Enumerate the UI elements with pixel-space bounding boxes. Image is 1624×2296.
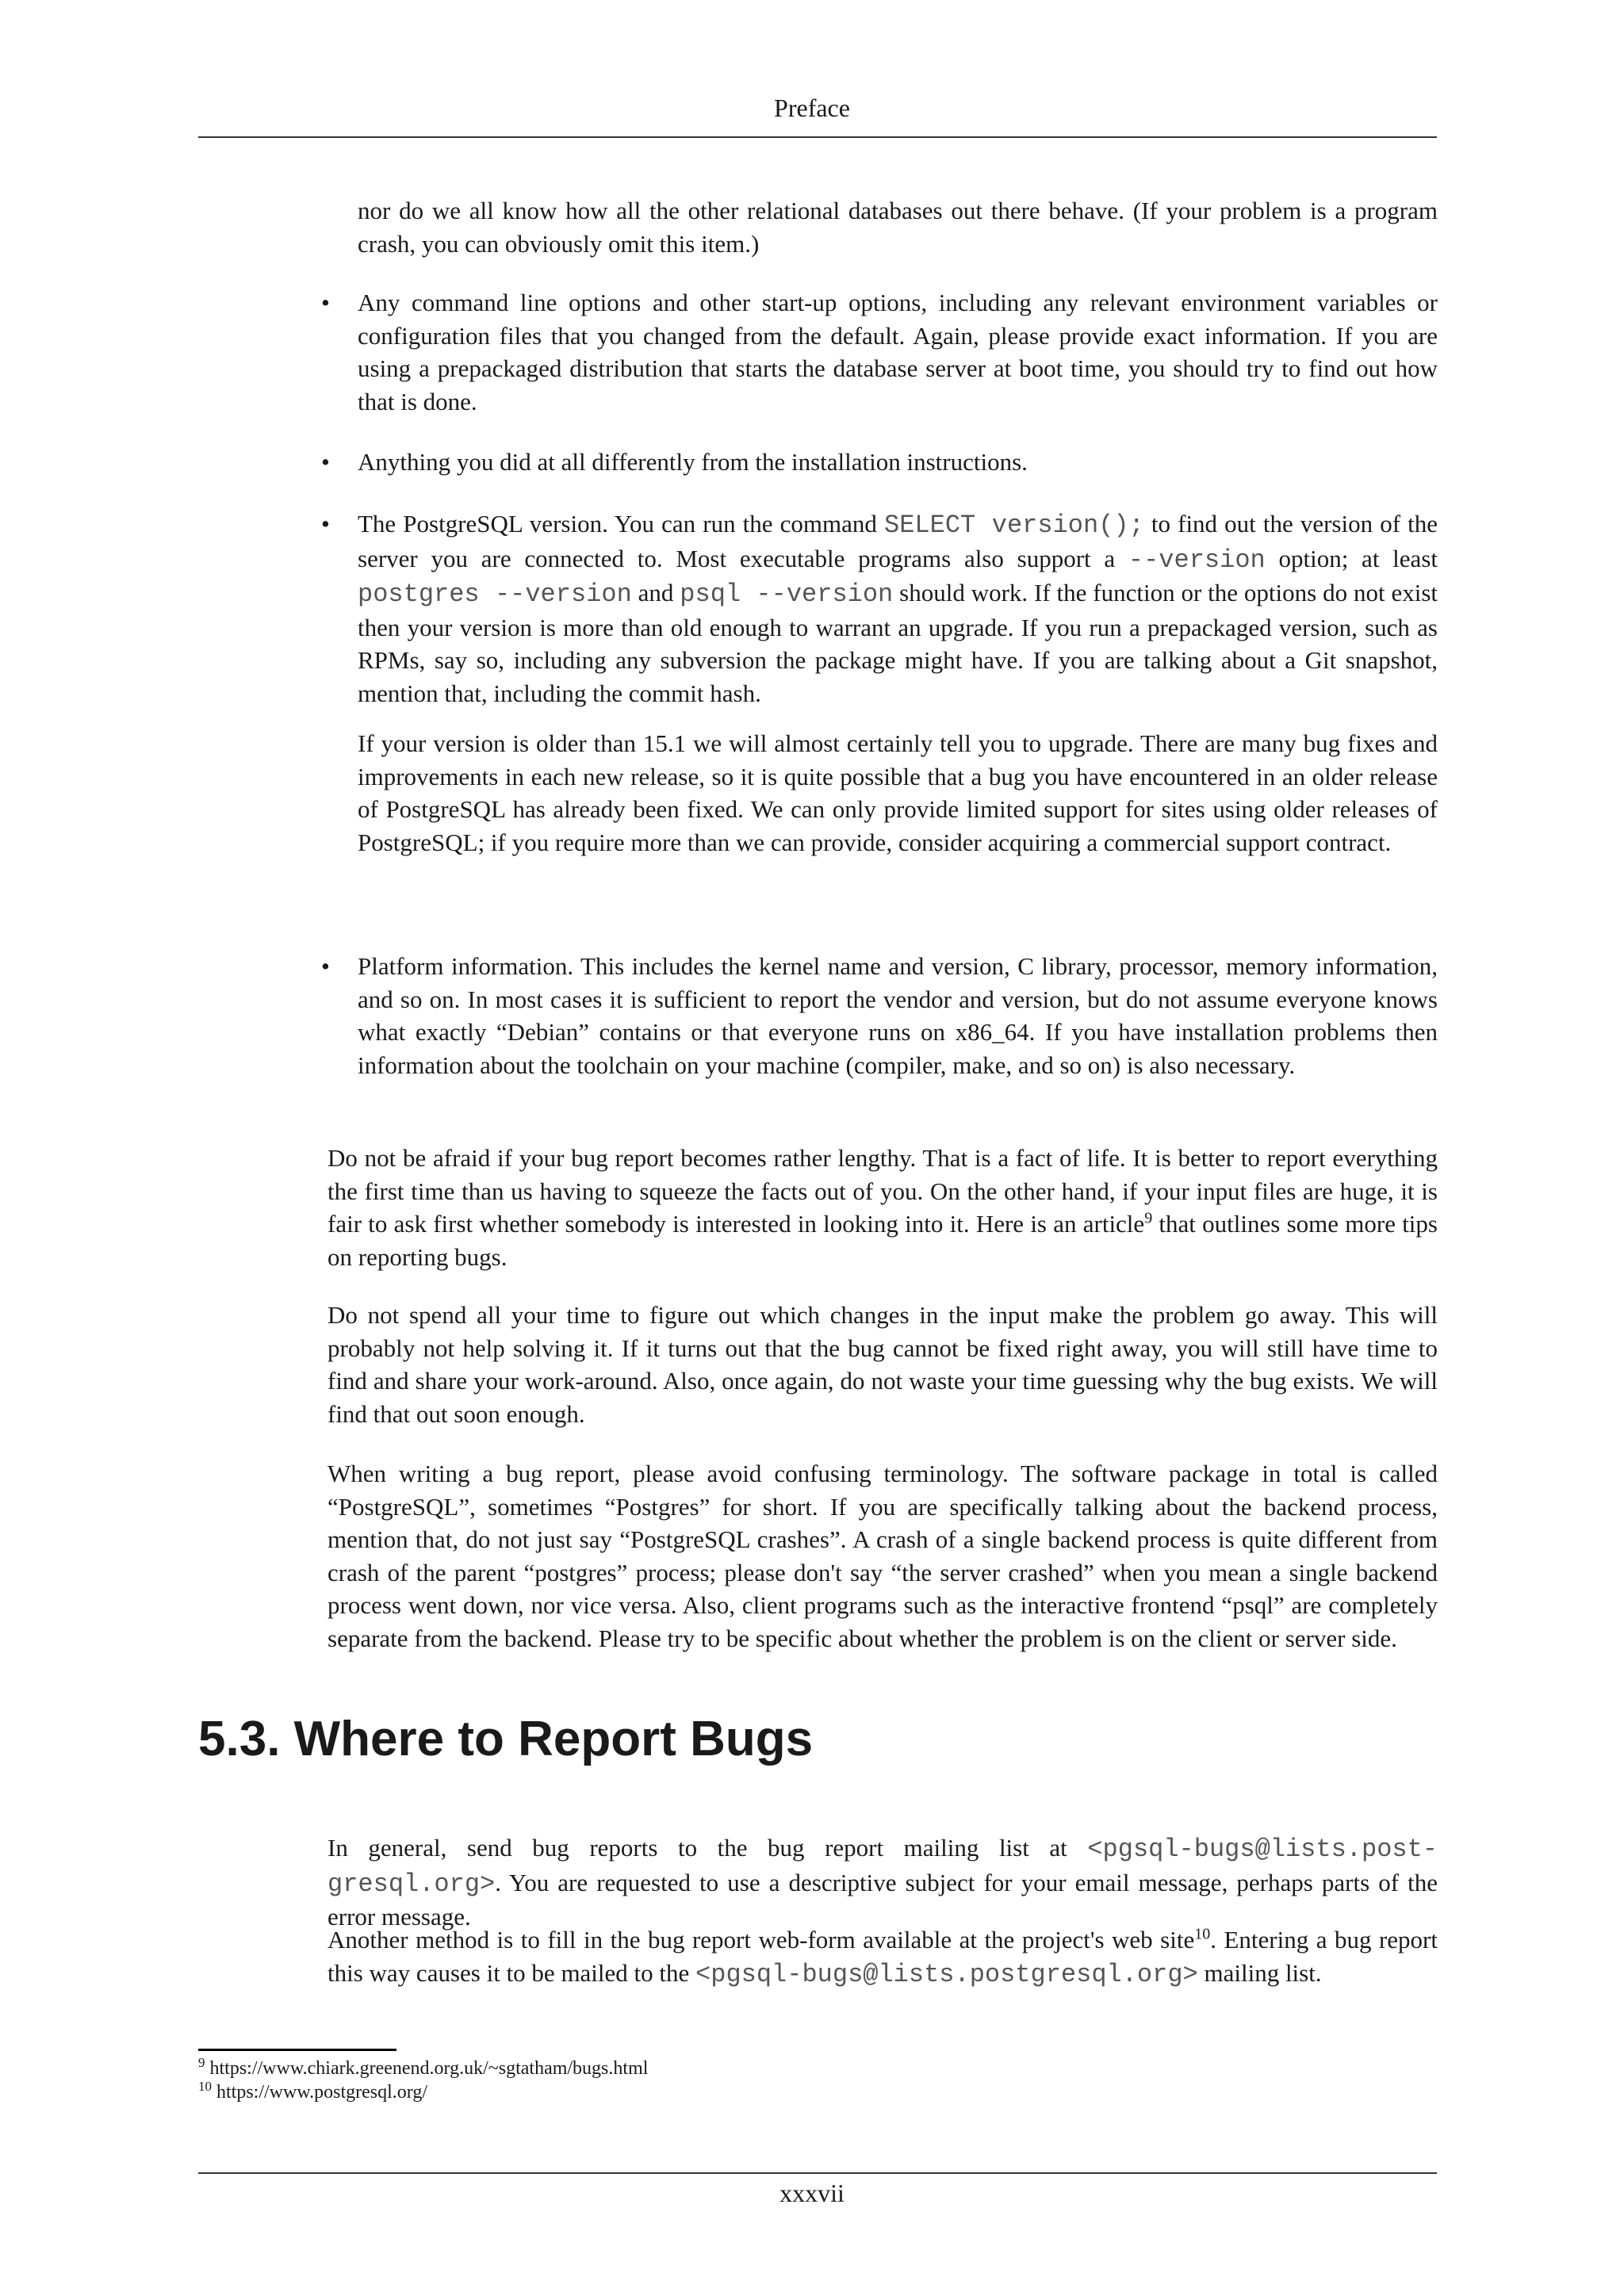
paragraph-text: . Entering a bug report this way causes it to be mailed to the bbox=[327, 1926, 1438, 1987]
footnote bbox=[198, 2080, 427, 2104]
inline-code: psql --version bbox=[680, 580, 894, 609]
list-item-text: Platform information. This includes the kernel name and version, C library, processor, memory information, and so on. In most cases it is sufficient to report the vendor and version, but do not assume everyone knows what exactly “Debian” contains or that everyone runs on x86_64. If you have installation problems then information about the toolchain on your machine (compiler, make, and so on) is also necessary. bbox=[358, 952, 1438, 1079]
inline-code: postgres --version bbox=[358, 580, 632, 609]
bullet-icon: • bbox=[321, 510, 330, 538]
paragraph-text: mailing list. bbox=[1197, 1958, 1322, 1987]
footnote-rule bbox=[198, 2049, 396, 2051]
inline-code: SELECT version(); bbox=[884, 511, 1144, 540]
list-item-text-part: The PostgreSQL version. You can run the command bbox=[358, 510, 884, 538]
paragraph-text: In general, send bug reports to the bug report mailing list at bbox=[327, 1834, 1088, 1862]
list-item-text-part: option; at least bbox=[1265, 544, 1438, 572]
list-item-text-part: should work. If the function or the options do not exist then your version is more than old enough to warrant an upgrade. If you run a prepackaged version, such as RPMs, say so, including any subversion the package might have. If you are talking about a Git snapshot, mention that, including the commit hash. bbox=[358, 579, 1438, 707]
paragraph bbox=[327, 1923, 1438, 1991]
inline-code: --version bbox=[1128, 545, 1266, 575]
bullet-icon: • bbox=[321, 448, 330, 476]
footnote-url[interactable]: https://www.postgresql.org/ bbox=[216, 2082, 428, 2103]
header-rule bbox=[198, 136, 1437, 138]
footnote-number: 10 bbox=[198, 2079, 212, 2094]
bullet-icon: • bbox=[321, 289, 330, 316]
section-heading: 5.3. Where to Report Bugs bbox=[198, 1712, 814, 1766]
list-item-text: Anything you did at all differently from the installation instructions. bbox=[358, 448, 1028, 476]
paragraph-text: Another method is to fill in the bug report web-form available at the project's web site bbox=[327, 1926, 1195, 1954]
footnote-ref: 9 bbox=[1144, 1209, 1153, 1227]
email-address: <pgsql-bugs@lists.postgresql.org> bbox=[695, 1959, 1198, 1989]
list-item-text-part: and bbox=[631, 579, 680, 607]
paragraph-text: that outlines some more tips on reporting bugs. bbox=[327, 1210, 1438, 1271]
paragraph bbox=[327, 1831, 1438, 1934]
running-header: Preface bbox=[774, 94, 850, 122]
footer-rule bbox=[198, 2172, 1437, 2174]
paragraph: Do not spend all your time to figure out which changes in the input make the problem go away. This will probably not help solving it. If it turns out that the bug cannot be fixed right away, you will still have time to find and share your work-around. Also, once again, do not waste your time guessing why the bug exists. We will find that out soon enough. bbox=[327, 1301, 1438, 1428]
page-number: xxxvii bbox=[779, 2179, 845, 2207]
bullet-icon: • bbox=[321, 952, 330, 980]
email-address: <pgsql-bugs@lists.post-gresql.org> bbox=[327, 1835, 1438, 1899]
paragraph-text: Do not be afraid if your bug report becomes rather lengthy. That is a fact of life. It is better to report everything the first time than us having to squeeze the facts out of you. On the other hand, if your input files are huge, it is fair to ask first whether somebody is interested in looking into it. Here is an article bbox=[327, 1144, 1438, 1238]
continuation-text: nor do we all know how all the other relational databases out there behave. (If your problem is a program crash, you can obviously omit this item.) bbox=[358, 197, 1438, 258]
footnote-url[interactable]: https://www.chiark.greenend.org.uk/~sgtatham/bugs.html bbox=[209, 2058, 649, 2079]
paragraph-text: . You are requested to use a descriptive subject for your email message, perhaps parts of the error message. bbox=[327, 1868, 1438, 1931]
list-item-text: Any command line options and other start-up options, including any relevant environment variables or configuration files that you changed from the default. Again, please provide exact information. If you are using a prepackaged distribution that starts the database server at boot time, you should try to find out how that is done. bbox=[358, 289, 1438, 415]
footnote bbox=[198, 2057, 648, 2080]
list-item-text-part: to find out the version of the server you are connected to. Most executable programs also support a bbox=[358, 510, 1438, 572]
paragraph bbox=[327, 1142, 1438, 1273]
list-item-text bbox=[358, 507, 1438, 710]
list-item-subparagraph: If your version is older than 15.1 we will almost certainly tell you to upgrade. There are many bug fixes and improvements in each new release, so it is quite possible that a bug you have encountered in an older release of PostgreSQL has already been fixed. We can only provide limited support for sites using older releases of PostgreSQL; if you require more than we can provide, consider acquiring a commercial support contract. bbox=[358, 729, 1438, 856]
footnote-ref: 10 bbox=[1194, 1925, 1211, 1943]
paragraph: When writing a bug report, please avoid confusing terminology. The software package in total is called “PostgreSQL”, sometimes “Postgres” for short. If you are specifically talking about the backend process, mention that, do not just say “PostgreSQL crashes”. A crash of a single backend process is quite different from crash of the parent “postgres” process; please don't say “the server crashed” when you mean a single backend process went down, nor vice versa. Also, client programs such as the interactive frontend “psql” are completely separate from the backend. Please try to be specific about whether the problem is on the client or server side. bbox=[327, 1460, 1438, 1652]
footnote-number: 9 bbox=[198, 2055, 205, 2070]
